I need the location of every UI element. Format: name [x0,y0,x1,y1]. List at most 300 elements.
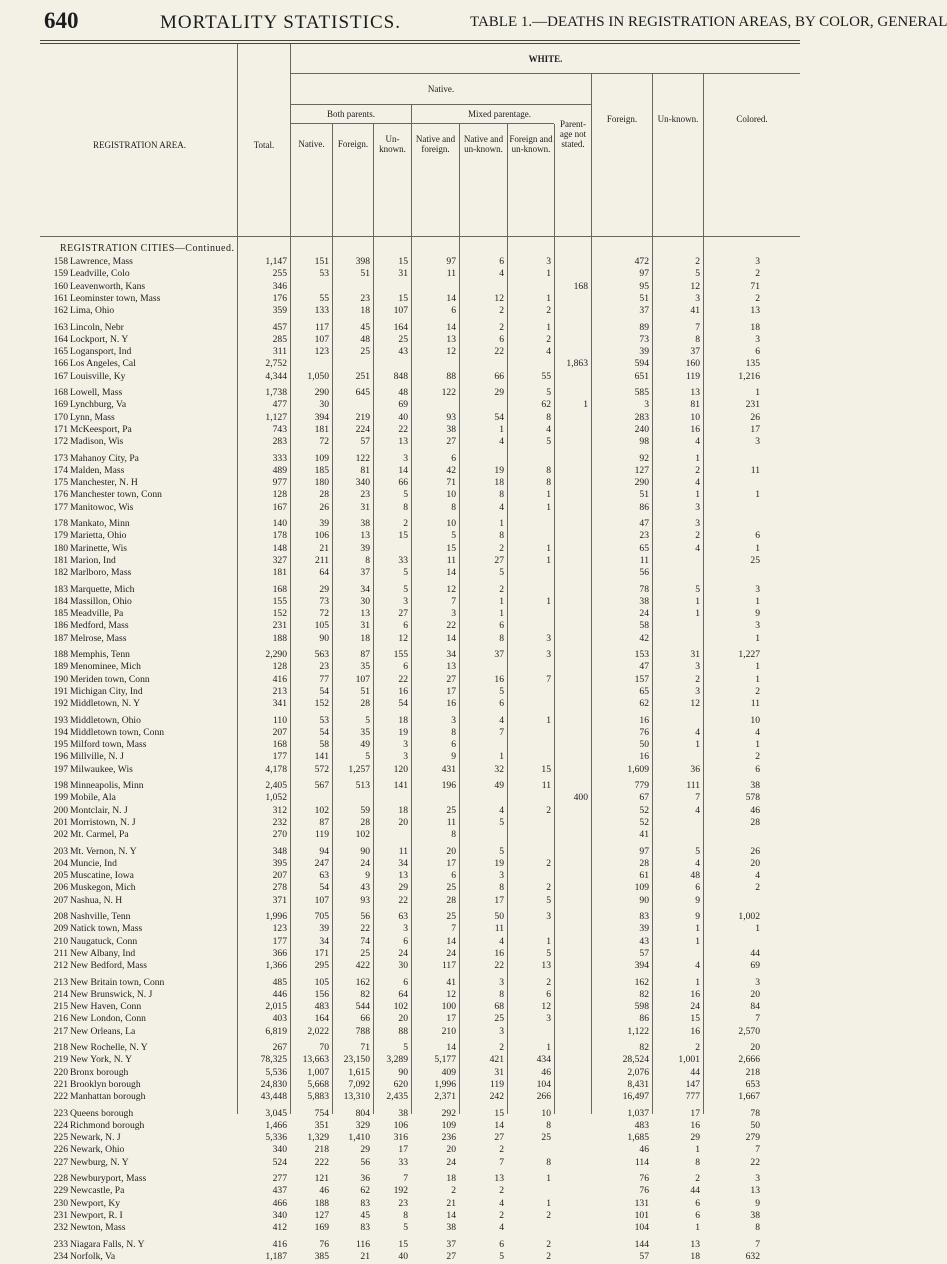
row-number: 226 [53,1144,68,1156]
cell-mp-foreign-unknown: 15 [541,763,551,775]
cell-bp-foreign: 544 [355,1001,370,1013]
area-name: New Bedford, Mass [70,960,148,972]
area-name: Montclair, N. J [70,804,128,816]
row-number: 167 [53,370,68,382]
cell-bp-native: 5,668 [307,1078,329,1090]
cell-bp-unknown: 29 [398,882,408,894]
cell-colored: 22 [750,1156,760,1168]
cell-bp-foreign: 29 [360,1144,370,1156]
cell-mp-native-foreign: 22 [446,620,456,632]
cell-total: 6,819 [265,1025,287,1037]
cell-mp-native-foreign: 122 [441,387,456,398]
cell-bp-unknown: 40 [398,1250,408,1262]
cell-colored: 7 [755,1144,760,1156]
cell-unknown: 44 [690,1066,700,1078]
area-name: Marietta, Ohio [70,530,127,542]
cell-mp-native-foreign: 409 [441,1066,456,1078]
cell-total: 177 [272,935,287,947]
area-name: Leominster town, Mass [70,292,161,304]
cell-bp-native: 58 [319,739,329,751]
cell-bp-unknown: 107 [393,305,408,317]
cell-mp-native-unknown: 4 [499,935,504,947]
cell-colored: 1 [755,542,760,554]
cell-bp-native: 72 [319,608,329,620]
cell-total: 270 [272,829,287,841]
cell-mp-native-foreign: 10 [446,489,456,501]
cell-bp-foreign: 122 [355,452,370,464]
cell-foreign: 104 [634,1222,649,1234]
cell-unknown: 41 [690,305,700,317]
cell-foreign: 89 [639,321,649,333]
cell-colored: 578 [745,792,760,804]
cell-bp-foreign: 788 [355,1025,370,1037]
cell-mp-native-unknown: 5 [499,685,504,697]
cell-bp-foreign: 66 [360,1013,370,1025]
cell-total: 412 [272,1222,287,1234]
area-name: Leavenworth, Kans [70,280,146,292]
cell-colored: 218 [745,1066,760,1078]
cell-unknown: 16 [690,1025,700,1037]
cell-mp-native-foreign: 28 [446,894,456,906]
area-name: Muskegon, Mich [70,882,136,894]
cell-mp-native-foreign: 292 [441,1107,456,1119]
cell-unknown: 6 [695,1209,700,1221]
cell-mp-native-foreign: 6 [451,452,456,464]
cell-bp-foreign: 34 [360,583,370,595]
cell-mp-foreign-unknown: 2 [546,333,551,345]
cell-bp-unknown: 33 [398,1156,408,1168]
row-number: 213 [53,976,68,988]
cell-bp-foreign: 25 [360,346,370,358]
cell-colored: 26 [750,845,760,857]
cell-foreign: 56 [639,567,649,579]
cell-bp-unknown: 5 [403,1222,408,1234]
area-name: Newark, Ohio [70,1144,125,1156]
cell-bp-foreign: 30 [360,595,370,607]
cell-bp-foreign: 162 [355,976,370,988]
cell-mp-native-unknown: 66 [494,370,504,382]
cell-unknown: 147 [685,1078,700,1090]
cell-foreign: 109 [634,882,649,894]
cell-colored: 2 [755,685,760,697]
cell-bp-foreign: 37 [360,567,370,579]
row-number: 195 [53,739,68,751]
row-number: 164 [53,333,68,345]
cell-total: 524 [272,1156,287,1168]
cell-bp-native: 705 [314,911,329,922]
row-number: 221 [53,1078,68,1090]
area-name: Nashua, N. H [70,894,123,906]
cell-foreign: 16,497 [622,1091,649,1103]
cell-foreign: 58 [639,620,649,632]
cell-mp-native-foreign: 93 [446,411,456,423]
area-name: Norfolk, Va [70,1250,116,1262]
cell-bp-native: 90 [319,632,329,644]
area-name: Newport, R. I [70,1209,123,1221]
cell-mp-native-foreign: 1,996 [434,1078,456,1090]
cell-mp-native-foreign: 109 [441,1119,456,1131]
cell-foreign: 37 [639,305,649,317]
cell-mp-native-foreign: 236 [441,1132,456,1144]
cell-bp-native: 106 [314,530,329,542]
cell-colored: 1 [755,661,760,673]
cell-total: 346 [272,280,287,292]
area-name: Marinette, Wis [70,542,127,554]
cell-colored: 10 [750,714,760,726]
cell-bp-native: 185 [314,464,329,476]
cell-foreign: 101 [634,1209,649,1221]
cell-bp-unknown: 5 [403,567,408,579]
row-number: 190 [53,673,68,685]
cell-mp-native-foreign: 24 [446,947,456,959]
cell-bp-foreign: 39 [360,542,370,554]
cell-foreign: 11 [639,554,649,566]
cell-mp-foreign-unknown: 1 [546,321,551,333]
area-name: Michigan City, Ind [70,685,143,697]
cell-bp-foreign: 23 [360,489,370,501]
cell-bp-native: 54 [319,685,329,697]
cell-total: 977 [272,477,287,489]
cell-mp-foreign-unknown: 3 [546,632,551,644]
cell-unknown: 7 [695,792,700,804]
cell-unknown: 2 [695,673,700,685]
cell-mp-native-unknown: 421 [489,1054,504,1066]
cell-foreign: 472 [634,256,649,267]
page-number: 640 [44,8,79,33]
cell-unknown: 10 [690,411,700,423]
cell-bp-unknown: 848 [393,370,408,382]
cell-foreign: 394 [634,960,649,972]
cell-mp-foreign-unknown: 1 [546,595,551,607]
cell-bp-native: 247 [314,857,329,869]
cell-mp-native-unknown: 8 [499,489,504,501]
cell-foreign: 97 [639,268,649,280]
cell-mp-native-unknown: 6 [499,256,504,267]
area-name: Lawrence, Mass [70,256,133,267]
header-both-parents: Both parents. [327,109,375,119]
cell-bp-foreign: 59 [360,804,370,816]
cell-bp-foreign: 18 [360,305,370,317]
cell-unknown: 7 [695,321,700,333]
cell-mp-foreign-unknown: 4 [546,346,551,358]
cell-unknown: 777 [685,1091,700,1103]
cell-mp-native-foreign: 17 [446,857,456,869]
area-name: Menominee, Mich [70,661,141,673]
cell-bp-unknown: 6 [403,935,408,947]
cell-total: 2,290 [265,649,287,660]
cell-colored: 4 [755,870,760,882]
cell-mp-native-unknown: 2 [499,583,504,595]
header-parentage-not-stated: Parent-age not stated. [559,119,587,149]
row-number: 174 [53,464,68,476]
cell-mp-native-foreign: 6 [451,305,456,317]
cell-bp-native: 1,007 [307,1066,329,1078]
cell-foreign: 483 [634,1119,649,1131]
cell-bp-unknown: 69 [398,399,408,411]
cell-bp-foreign: 251 [355,370,370,382]
cell-bp-unknown: 40 [398,411,408,423]
cell-mp-native-foreign: 11 [446,816,456,828]
cell-bp-foreign: 22 [360,923,370,935]
cell-foreign: 8,431 [627,1078,649,1090]
header-bp-unknown: Un-known. [379,134,406,154]
row-number: 209 [53,923,68,935]
area-name: Mt. Vernon, N. Y [70,845,137,857]
cell-bp-native: 141 [314,751,329,763]
cell-colored: 3 [755,620,760,632]
cell-total: 340 [272,1144,287,1156]
cell-foreign: 51 [639,292,649,304]
row-number: 187 [53,632,68,644]
cell-unknown: 16 [690,1119,700,1131]
cell-bp-unknown: 5 [403,489,408,501]
cell-colored: 20 [750,988,760,1000]
area-name: Muscatine, Iowa [70,870,134,882]
cell-mp-native-unknown: 242 [489,1091,504,1103]
cell-colored: 71 [750,280,760,292]
cell-colored: 2 [755,882,760,894]
cell-colored: 20 [750,1042,760,1053]
cell-mp-native-unknown: 54 [494,411,504,423]
cell-bp-foreign: 35 [360,726,370,738]
cell-mp-foreign-unknown: 5 [546,947,551,959]
row-number: 218 [53,1042,68,1053]
row-number: 230 [53,1197,68,1209]
area-name: New Britain town, Conn [70,976,165,988]
area-name: Brooklyn borough [70,1078,141,1090]
cell-bp-unknown: 6 [403,661,408,673]
cell-total: 2,015 [265,1001,287,1013]
cell-total: 489 [272,464,287,476]
table-row [0,696,800,711]
cell-total: 371 [272,894,287,906]
cell-unknown: 9 [695,894,700,906]
cell-bp-foreign: 28 [360,698,370,710]
table-row [0,1249,800,1264]
area-name: Lynn, Mass [70,411,115,423]
area-name: Richmond borough [70,1119,145,1131]
row-number: 184 [53,595,68,607]
row-number: 159 [53,268,68,280]
cell-unknown: 4 [695,857,700,869]
cell-unknown: 2 [695,1173,700,1184]
cell-mp-foreign-unknown: 3 [546,649,551,660]
cell-parentage-not-stated: 1 [583,399,588,411]
cell-colored: 3 [755,976,760,988]
row-number: 207 [53,894,68,906]
area-name: Newport, Ky [70,1197,121,1209]
cell-bp-unknown: 54 [398,698,408,710]
cell-mp-native-foreign: 12 [446,583,456,595]
cell-bp-foreign: 513 [355,780,370,791]
row-number: 188 [53,649,68,660]
cell-bp-unknown: 90 [398,1066,408,1078]
cell-foreign: 90 [639,894,649,906]
cell-unknown: 4 [695,960,700,972]
cell-total: 2,405 [265,780,287,791]
cell-mp-native-foreign: 38 [446,423,456,435]
cell-mp-native-foreign: 10 [446,518,456,529]
cell-colored: 9 [755,608,760,620]
table-row [0,434,800,449]
cell-mp-native-foreign: 42 [446,464,456,476]
cell-bp-unknown: 3 [403,739,408,751]
cell-mp-native-unknown: 8 [499,530,504,542]
cell-bp-unknown: 5 [403,1042,408,1053]
cell-bp-native: 63 [319,870,329,882]
page-header [0,0,947,40]
cell-mp-native-foreign: 196 [441,780,456,791]
cell-total: 43,448 [260,1091,287,1103]
cell-mp-native-foreign: 27 [446,436,456,448]
cell-foreign: 98 [639,436,649,448]
cell-foreign: 157 [634,673,649,685]
cell-foreign: 1,037 [627,1107,649,1119]
area-name: Muncie, Ind [70,857,117,869]
row-number: 178 [53,518,68,529]
cell-total: 148 [272,542,287,554]
cell-total: 1,187 [265,1250,287,1262]
cell-bp-native: 107 [314,894,329,906]
cell-mp-native-foreign: 14 [446,1042,456,1053]
cell-mp-native-unknown: 2 [499,1185,504,1197]
header-colored: Colored. [736,114,768,124]
cell-bp-unknown: 3,289 [386,1054,408,1066]
header-mp-native-foreign: Native and foreign. [415,134,456,154]
cell-mp-native-unknown: 15 [494,1107,504,1119]
cell-unknown: 13 [690,1238,700,1250]
cell-mp-native-foreign: 97 [446,256,456,267]
cell-bp-unknown: 63 [398,911,408,922]
cell-colored: 3 [755,583,760,595]
cell-mp-native-foreign: 27 [446,673,456,685]
cell-mp-foreign-unknown: 6 [546,988,551,1000]
cell-mp-native-unknown: 8 [499,988,504,1000]
cell-total: 152 [272,608,287,620]
cell-bp-foreign: 87 [360,649,370,660]
row-number: 169 [53,399,68,411]
cell-mp-native-unknown: 3 [499,870,504,882]
area-name: Milford town, Mass [70,739,147,751]
cell-total: 178 [272,530,287,542]
cell-unknown: 81 [690,399,700,411]
cell-mp-foreign-unknown: 104 [536,1078,551,1090]
row-number: 204 [53,857,68,869]
cell-unknown: 16 [690,988,700,1000]
cell-colored: 50 [750,1119,760,1131]
area-name: New Orleans, La [70,1025,136,1037]
row-number: 185 [53,608,68,620]
area-name: New York, N. Y [70,1054,133,1066]
row-number: 180 [53,542,68,554]
area-name: Queens borough [70,1107,134,1119]
cell-foreign: 83 [639,911,649,922]
cell-total: 188 [272,632,287,644]
cell-bp-foreign: 28 [360,816,370,828]
cell-total: 366 [272,947,287,959]
cell-unknown: 8 [695,333,700,345]
cell-colored: 3 [755,256,760,267]
area-name: Leadville, Colo [70,268,130,280]
cell-foreign: 52 [639,804,649,816]
cell-mp-native-unknown: 4 [499,1197,504,1209]
cell-mp-native-foreign: 14 [446,1209,456,1221]
cell-bp-foreign: 43 [360,882,370,894]
cell-bp-unknown: 24 [398,947,408,959]
cell-foreign: 127 [634,464,649,476]
cell-total: 277 [272,1173,287,1184]
cell-mp-native-unknown: 11 [494,923,504,935]
cell-bp-native: 87 [319,816,329,828]
cell-bp-native: 30 [319,399,329,411]
cell-foreign: 290 [634,477,649,489]
cell-mp-foreign-unknown: 8 [546,1119,551,1131]
cell-mp-foreign-unknown: 8 [546,411,551,423]
cell-bp-foreign: 1,257 [348,763,370,775]
cell-foreign: 651 [634,370,649,382]
cell-bp-native: 13,663 [302,1054,329,1066]
cell-bp-native: 164 [314,1013,329,1025]
cell-foreign: 779 [634,780,649,791]
cell-mp-native-foreign: 100 [441,1001,456,1013]
cell-foreign: 1,685 [627,1132,649,1144]
cell-bp-native: 211 [314,554,329,566]
cell-foreign: 78 [639,583,649,595]
row-number: 216 [53,1013,68,1025]
row-number: 175 [53,477,68,489]
cell-mp-foreign-unknown: 1 [546,1173,551,1184]
cell-unknown: 17 [690,1107,700,1119]
cell-total: 1,996 [265,911,287,922]
cell-colored: 18 [750,321,760,333]
row-number: 220 [53,1066,68,1078]
row-number: 182 [53,567,68,579]
cell-unknown: 13 [690,387,700,398]
cell-foreign: 41 [639,829,649,841]
cell-mp-foreign-unknown: 5 [546,894,551,906]
cell-bp-native: 77 [319,673,329,685]
cell-colored: 20 [750,857,760,869]
cell-bp-unknown: 23 [398,1197,408,1209]
cell-bp-foreign: 329 [355,1119,370,1131]
cell-mp-foreign-unknown: 10 [541,1107,551,1119]
row-number: 177 [53,501,68,513]
area-name: Minneapolis, Minn [70,780,144,791]
cell-colored: 4 [755,726,760,738]
cell-bp-foreign: 18 [360,632,370,644]
cell-bp-unknown: 64 [398,988,408,1000]
cell-total: 333 [272,452,287,464]
row-number: 215 [53,1001,68,1013]
header-unknown: Un-known. [657,114,699,124]
cell-bp-unknown: 316 [393,1132,408,1144]
cell-mp-foreign-unknown: 2 [546,1250,551,1262]
area-name: New Albany, Ind [70,947,136,959]
cell-colored: 17 [750,423,760,435]
area-name: Manitowoc, Wis [70,501,134,513]
cell-foreign: 76 [639,726,649,738]
cell-bp-native: 29 [319,583,329,595]
cell-mp-foreign-unknown: 2 [546,1238,551,1250]
cell-mp-native-unknown: 5 [499,1250,504,1262]
cell-bp-unknown: 25 [398,333,408,345]
cell-mp-native-foreign: 20 [446,845,456,857]
header-mp-native-unknown: Native and un-known. [463,134,504,154]
cell-bp-foreign: 56 [360,1156,370,1168]
row-number: 161 [53,292,68,304]
row-number: 172 [53,436,68,448]
table-row [0,1089,800,1104]
